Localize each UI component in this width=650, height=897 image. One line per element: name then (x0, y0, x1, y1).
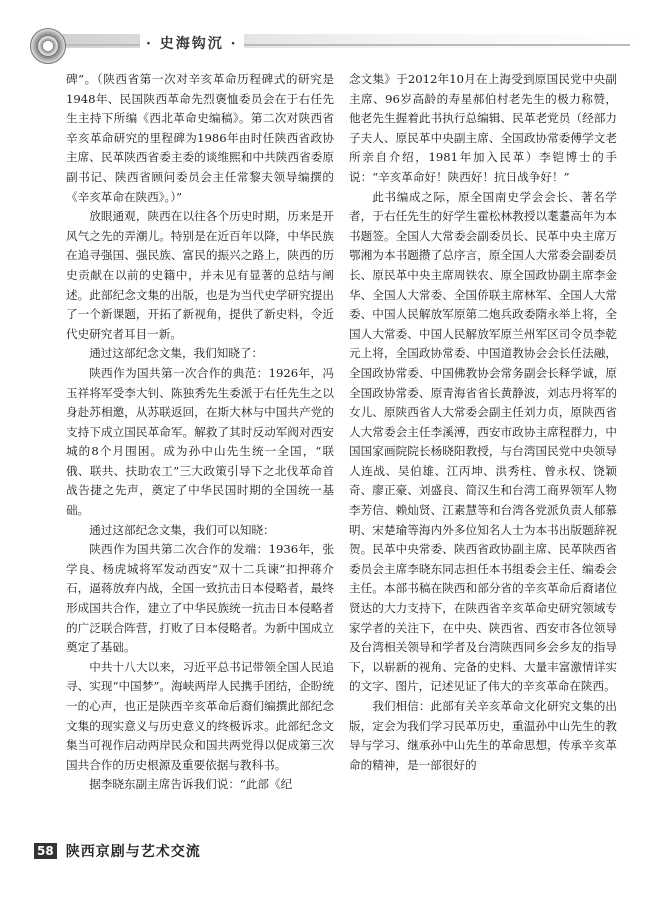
header-divider (40, 44, 630, 46)
paragraph: 碑”。（陕西省第一次对辛亥革命历程碑式的研究是1948年、民国陕西革命先烈褒恤委员会在于右任先生主持下所编《西北革命史编稿》。第二次对陕西省辛亥革命研究的里程碑为1986年由时任陕西省政协主席、民革陕西省委主委的谈维熙和中共陕西省委原副书记、陕西省顾问委员会主任常黎夫领导编撰的《辛亥革命在陕西》。）” (66, 72, 334, 204)
paragraph: 通过这部纪念文集，我们知晓了： (89, 346, 264, 361)
page-footer (34, 840, 334, 862)
right-text-column (349, 70, 617, 775)
journal-name: 陕西京剧与艺术交流 (65, 843, 201, 860)
paragraph: 念文集》于2012年10月在上海受到原国民党中央副主席、96岁高龄的寿星郝伯村老先生的极力称赞，他老先生握着此书执行总编辑、民革老党员（经部力子夫人、原民革中央副主席、全国政协常委傅学文老所亲自介绍，1981年加入民革）李铠博士的手说：“辛亥革命好！陕西好！抗日战争好！” (349, 72, 617, 184)
emblem-icon (30, 28, 66, 64)
left-text-column (66, 70, 334, 795)
paragraph: 据李晓东副主席告诉我们说：“此部《纪 (89, 777, 293, 792)
paragraph: 通过这部纪念文集，我们可以知晓： (89, 522, 275, 537)
page-header (0, 0, 650, 70)
paragraph: 此书编成之际，原全国南史学会会长、著名学者，于右任先生的好学生霍松林教授以耄耋高年为本书题签。全国人大常委会副委员长、民革中央主席万鄂湘为本书题攒了总序言，原全国人大常委会副委员长、原民革中央主席周铁农、原全国政协副主席李金华、全国人大常委、全国侨联主席林军、全国人大常委、中国人民解放军原第二炮兵政委隋永举上将，全国人大常委、中国人民解放军原兰州军区司令员李乾元上将，全国政协常委、中国道教协会会长任法融，全国政协常委、中国佛教协会常务副会长释学诚，原全国政协常委、原青海省省长黄静波，刘志丹将军的女儿、原陕西省人大常委会副主任刘力贞，原陕西省人大常委会主任李溪溥，西安市政协主席程群力，中国国家画院院长杨晓阳教授，与台湾国民党中央领导人连战、吴伯雄、江丙坤、洪秀柱、曾永权、饶颖奇、廖正豪、刘盛良、简汉生和台湾工商界领军人物李芳信、赖灿贤、江素慧等和台湾各党派负责人郁慕明、宋楚瑜等海内外多位知名人士为本书出版题辞祝贺。民革中央常委、陕西省政协副主席、民革陕西省委员会主席李晓东同志担任本书组委会主任、编委会主任。本部书稿在陕西和部分省的辛亥革命后裔诸位贤达的大力支持下，在陕西省辛亥革命史研究领域专家学者的关注下，在中央、陕西省、西安市各位领导及台湾相关领导和学者及台湾陕西同乡会乡友的指导下，以崭新的视角、完备的史料、大量丰富激情详实的文字、图片，记述见证了伟大的辛亥革命在陕西。 (349, 189, 617, 694)
paragraph: 陕西作为国共第一次合作的典范：1926年，冯玉祥将军受李大钊、陈独秀先生委派于右任先生之以身赴苏相邀，从苏联返回，在斯大林与中国共产党的支持下成立国民革命军。解救了其时反动军阀对西安城的8个月围困。成为孙中山先生统一全国，“联俄、联共、扶助农工”三大政策引导下之北伐革命首战告捷之先声，奠定了中华民国时期的全国统一基础。 (66, 365, 334, 518)
column-title: · 史海钩沉 · (140, 33, 244, 53)
paragraph: 放眼通观，陕西在以往各个历史时期，历来是开风气之先的弄潮儿。特别是在近百年以降，中华民族在追寻强国、强民族、富民的振兴之路上，陕西的历史贡献在以前的史籍中，并未见有显著的总结与阐述。此部纪念文集的出版，也是为当代史学研究提出了一个新课题，开拓了新视角，提供了新史料，令近代史研究者耳目一新。 (66, 209, 334, 341)
paragraph: 中共十八大以来，习近平总书记带领全国人民追寻、实现“中国梦”。海峡两岸人民携手团结，企盼统一的心声，也正是陕西辛亥革命后裔们编撰此部纪念文集的现实意义与历史意义的终极诉求。此部纪念文集当可视作启动两岸民众和国共两党得以促成第三次国共合作的历史根源及重要依据与教科书。 (66, 659, 334, 772)
paragraph: 我们相信：此部有关辛亥革命文化研究文集的出版，定会为我们学习民革历史，重温孙中山先生的教导与学习、继承孙中山先生的革命思想，传承辛亥革命的精神，是一部很好的 (349, 699, 617, 772)
page-number: 58 (34, 843, 57, 859)
paragraph: 陕西作为国共第二次合作的发端：1936年，张学良、杨虎城将军发动西安“双十二兵谏”扣押蒋介石，逼蒋放弃内战，全国一致抗击日本侵略者，最终形成国共合作，建立了中华民族统一抗击日本侵略者的广泛联合阵营，打败了日本侵略者。为新中国成立奠定了基础。 (66, 542, 334, 655)
